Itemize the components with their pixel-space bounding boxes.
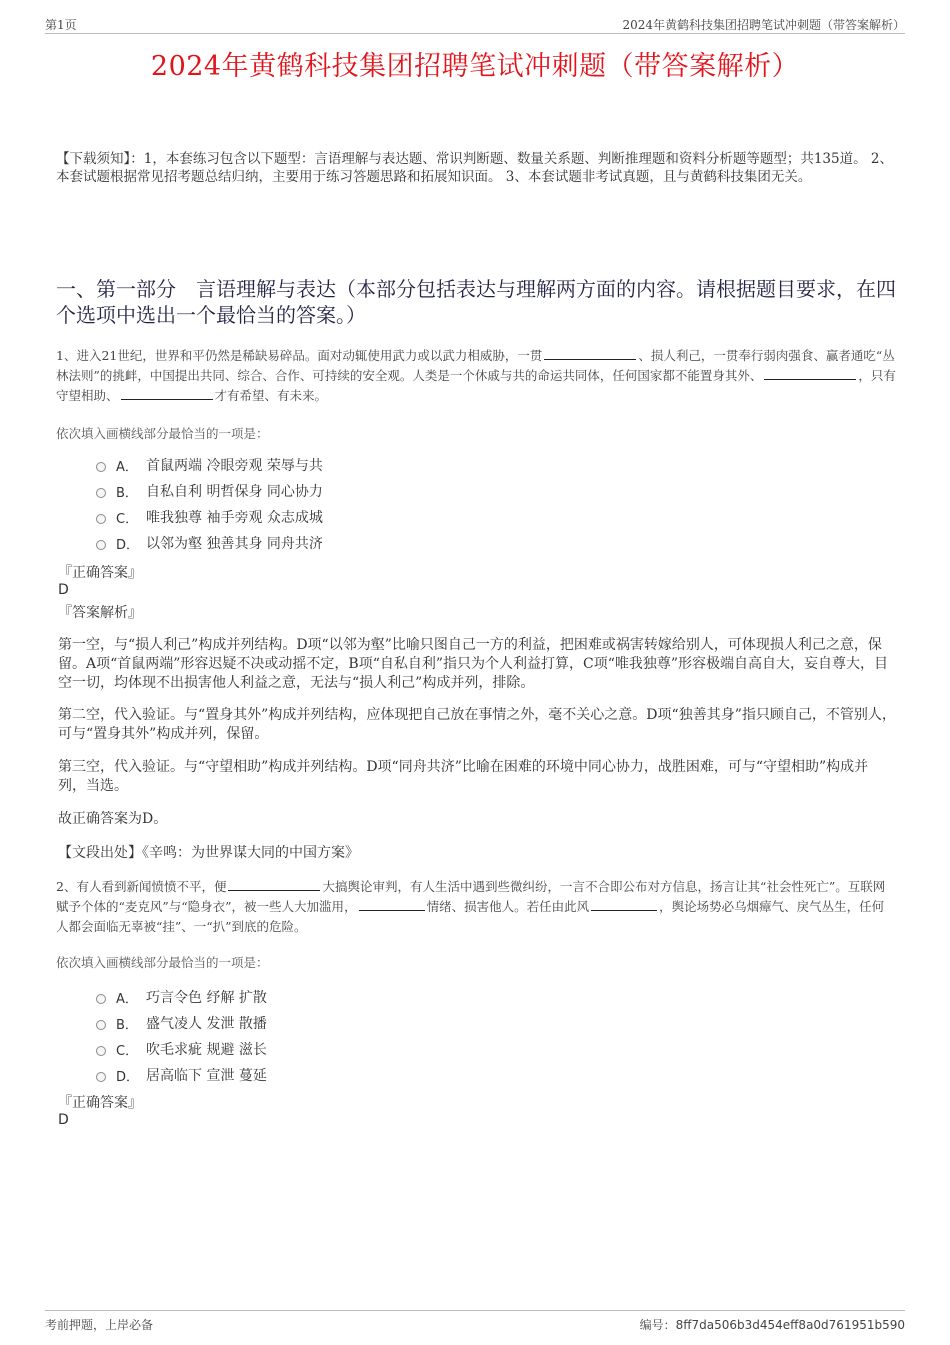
answer-blank [764,367,856,380]
question-2-instruction: 依次填入画横线部分最恰当的一项是： [56,955,269,970]
answer-blank [544,347,636,360]
radio-icon[interactable] [96,514,106,524]
analysis-paragraph: 第三空，代入验证。与“守望相助”构成并列结构。D项“同舟共济”比喻在困难的环境中同心协力，战胜困难，可与“守望相助”构成并列，当选。 [58,759,869,794]
analysis-conclusion: 故正确答案为D。 [58,811,168,827]
option-a[interactable]: A． 巧言令色 纾解 扩散 [96,984,267,1010]
option-c[interactable]: C． 唯我独尊 袖手旁观 众志成城 [96,504,323,530]
question-1-instruction: 依次填入画横线部分最恰当的一项是： [56,426,269,441]
question-2-text: 2、有人看到新闻愤愤不平，便 大搞舆论审判，有人生活中遇到些微纠纷，一言不合即公布对方信息，扬言让其“社会性死亡”。互联网赋予个体的“麦克风”与“隐身衣”，被一些人大加滥用， 情绪、损害他人。若任由此风 ，舆论场势必乌烟瘴气、戾气丛生，任何人都会面临无辜被“挂”、一“扒”到底的危险。 [56,879,886,934]
question-1-text: 1、进入21世纪，世界和平仍然是稀缺易碎品。面对动辄使用武力或以武力相威胁，一贯 、损人利己，一贯奉行弱肉强食、赢者通吃“丛林法则”的挑衅，中国提出共同、综合、合作、可持续的安全观。人类是一个休戚与共的命运共同体，任何国家都不能置身其外、 ，只有守望相助、 才有希望、有未来。 [56,348,896,403]
page-footer [45,1310,905,1338]
correct-answer-label: 『正确答案』 [58,565,142,581]
question-1-options [96,452,323,556]
radio-icon[interactable] [96,994,106,1004]
option-d[interactable]: D． 以邻为壑 独善其身 同舟共济 [96,530,323,556]
footer-slogan: 考前押题，上岸必备 [45,1318,154,1332]
download-notice: 【下载须知】：1，本套练习包含以下题型：言语理解与表达题、常识判断题、数量关系题、判断推理题和资料分析题等题型；共135道。 2、本套试题根据常见招考题总结归纳，主要用于练习答题思路和拓展知识面。 3、本套试题非考试真题，且与黄鹤科技集团无关。 [56,151,893,185]
radio-icon[interactable] [96,462,106,472]
page-header [45,14,905,34]
analysis-paragraph: 第一空，与“损人利己”构成并列结构。D项“以邻为壑”比喻只图自己一方的利益，把困难或祸害转嫁给别人，可体现损人利己之意，保留。A项“首鼠两端”形容迟疑不决或动摇不定，B项“自私自利”指只为个人利益打算，C项“唯我独尊”形容极端自高自大，妄自尊大，目空一切，均体现不出损害他人利益之意，无法与“损人利己”构成并列，排除。 [58,637,889,691]
option-c[interactable]: C． 吹毛求疵 规避 滋长 [96,1036,267,1062]
answer-blank [591,898,657,911]
analysis-label: 『答案解析』 [58,605,142,621]
question-2-options [96,984,267,1088]
answer-blank [359,898,425,911]
document-title: 2024年黄鹤科技集团招聘笔试冲刺题（带答案解析） [150,51,800,82]
option-d[interactable]: D． 居高临下 宣泄 蔓延 [96,1062,267,1088]
answer-blank [228,878,320,891]
option-b[interactable]: B． 自私自利 明哲保身 同心协力 [96,478,323,504]
radio-icon[interactable] [96,540,106,550]
radio-icon[interactable] [96,1046,106,1056]
analysis-paragraph: 第二空，代入验证。与“置身其外”构成并列结构，应体现把自己放在事情之外，毫不关心之意。D项“独善其身”指只顾自己，不管别人，可与“置身其外”构成并列，保留。 [58,707,896,742]
correct-answer-label: 『正确答案』 [58,1095,142,1111]
radio-icon[interactable] [96,488,106,498]
radio-icon[interactable] [96,1072,106,1082]
option-b[interactable]: B． 盛气凌人 发泄 散播 [96,1010,267,1036]
answer-blank [121,387,213,400]
page-number: 第1页 [45,18,77,32]
correct-answer: D [58,1112,69,1128]
option-a[interactable]: A． 首鼠两端 冷眼旁观 荣辱与共 [96,452,323,478]
correct-answer: D [58,582,69,598]
document-code: 编号：8ff7da506b3d454eff8a0d761951b590 [639,1318,905,1332]
section-title: 一、第一部分 言语理解与表达（本部分包括表达与理解两方面的内容。请根据题目要求，在四个选项中选出一个最恰当的答案。） [56,277,896,327]
radio-icon[interactable] [96,1020,106,1030]
source-citation: 【文段出处】《辛鸣：为世界谋大同的中国方案》 [58,845,359,861]
header-doc-title: 2024年黄鹤科技集团招聘笔试冲刺题（带答案解析） [622,18,905,32]
